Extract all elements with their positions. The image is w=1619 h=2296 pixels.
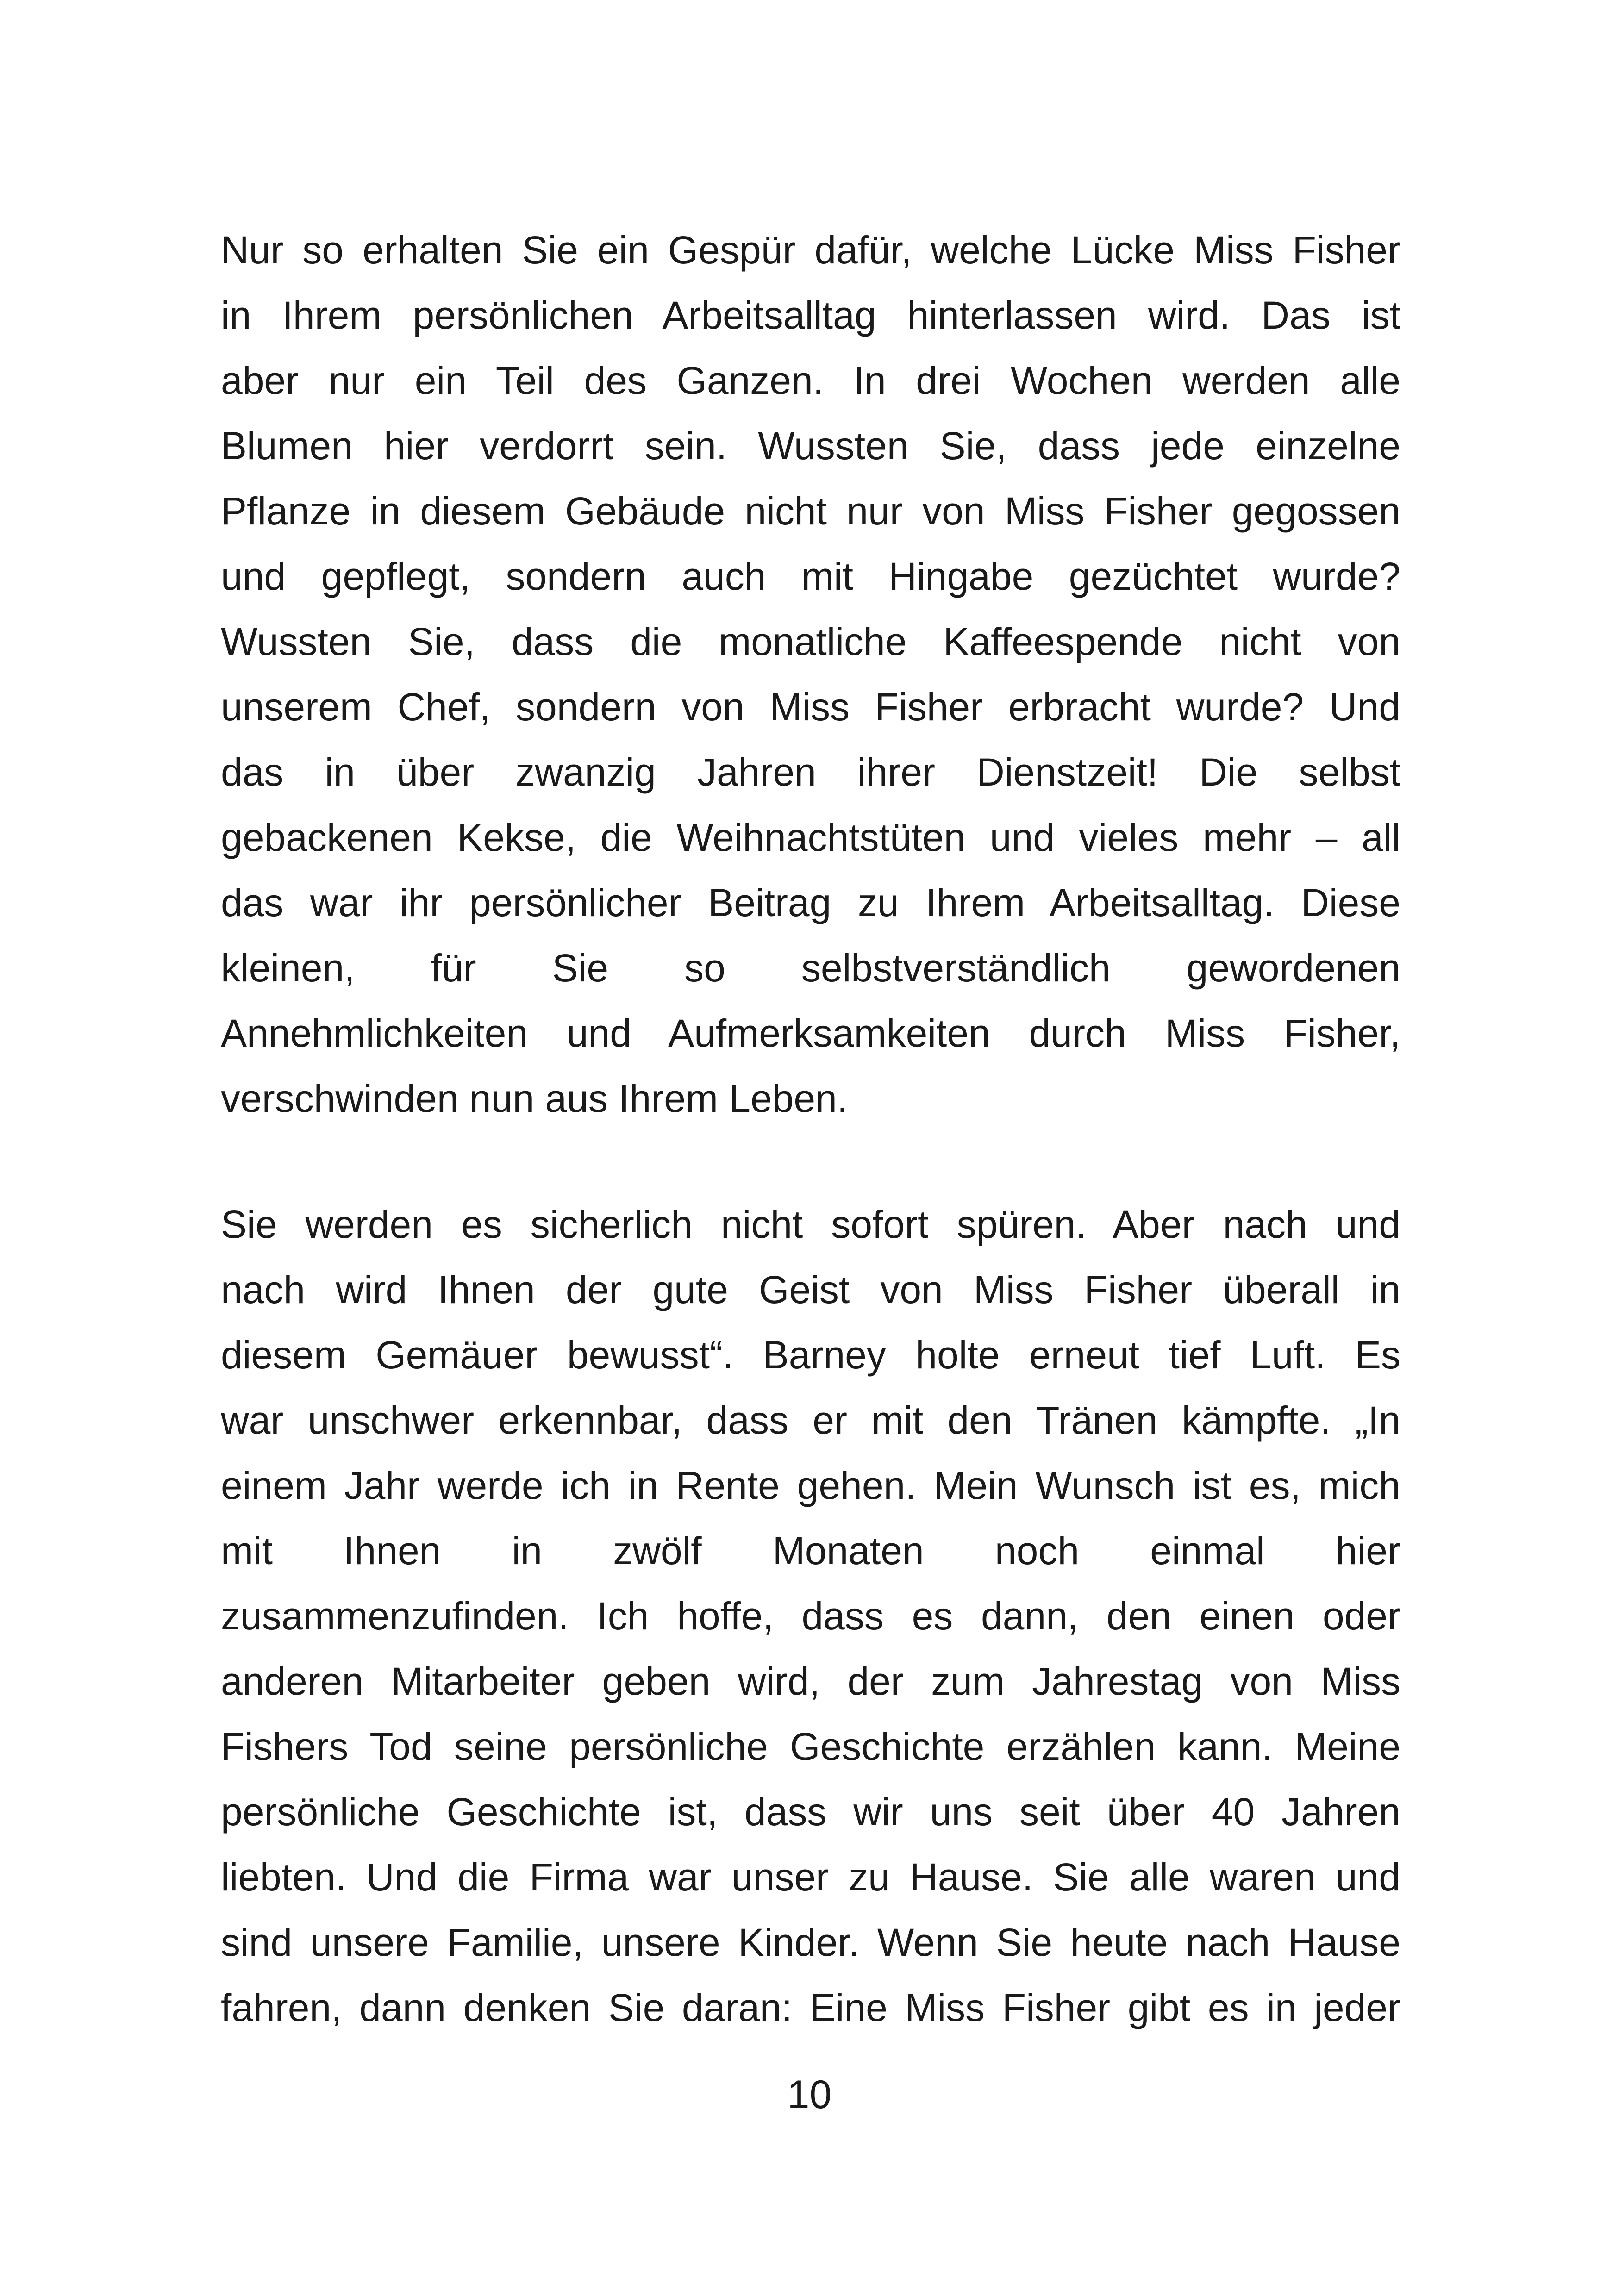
- text-line: Annehmlichkeiten und Aufmerksamkeiten durch Miss Fisher,: [221, 1011, 1400, 1055]
- text-line: einem Jahr werde ich in Rente gehen. Mein Wunsch ist es, mich: [221, 1464, 1400, 1507]
- text-line: Sie werden es sicherlich nicht sofort spüren. Aber nach und: [221, 1203, 1400, 1246]
- text-line: Blumen hier verdorrt sein. Wussten Sie, dass jede einzelne: [221, 424, 1400, 468]
- text-line: unserem Chef, sondern von Miss Fisher erbracht wurde? Und: [221, 685, 1400, 729]
- text-line: Wussten Sie, dass die monatliche Kaffeespende nicht von: [221, 620, 1400, 663]
- paragraph-1: [221, 218, 1400, 1131]
- text-line: Pflanze in diesem Gebäude nicht nur von Miss Fisher gegossen: [221, 489, 1400, 533]
- paragraph-2: [221, 1192, 1400, 2040]
- text-line: sind unsere Familie, unsere Kinder. Wenn Sie heute nach Hause: [221, 1921, 1400, 1964]
- text-line: Fishers Tod seine persönliche Geschichte erzählen kann. Meine: [221, 1725, 1400, 1768]
- text-line: das war ihr persönlicher Beitrag zu Ihrem Arbeitsalltag. Diese: [221, 881, 1400, 924]
- text-line: kleinen, für Sie so selbstverständlich gewordenen: [221, 946, 1400, 990]
- text-line: Nur so erhalten Sie ein Gespür dafür, welche Lücke Miss Fisher: [221, 228, 1400, 272]
- text-line: anderen Mitarbeiter geben wird, der zum Jahrestag von Miss: [221, 1660, 1400, 1703]
- text-line: und gepflegt, sondern auch mit Hingabe gezüchtet wurde?: [221, 555, 1400, 598]
- text-line: das in über zwanzig Jahren ihrer Dienstzeit! Die selbst: [221, 750, 1400, 794]
- text-line: aber nur ein Teil des Ganzen. In drei Wochen werden alle: [221, 359, 1400, 402]
- text-line: diesem Gemäuer bewusst“. Barney holte erneut tief Luft. Es: [221, 1333, 1400, 1377]
- text-line: in Ihrem persönlichen Arbeitsalltag hinterlassen wird. Das ist: [221, 293, 1400, 337]
- text-line: persönliche Geschichte ist, dass wir uns seit über 40 Jahren: [221, 1790, 1400, 1834]
- text-line: nach wird Ihnen der gute Geist von Miss Fisher überall in: [221, 1268, 1400, 1311]
- text-line: verschwinden nun aus Ihrem Leben.: [221, 1077, 848, 1120]
- page-number: 10: [787, 2072, 832, 2117]
- text-line: fahren, dann denken Sie daran: Eine Miss Fisher gibt es in jeder: [221, 1986, 1400, 2029]
- text-line: zusammenzufinden. Ich hoffe, dass es dann, den einen oder: [221, 1594, 1400, 1638]
- text-line: mit Ihnen in zwölf Monaten noch einmal hier: [221, 1529, 1400, 1572]
- text-line: gebackenen Kekse, die Weihnachtstüten und vieles mehr – all: [221, 816, 1400, 859]
- text-line: war unschwer erkennbar, dass er mit den Tränen kämpfte. „In: [221, 1398, 1400, 1442]
- text-line: liebten. Und die Firma war unser zu Hause. Sie alle waren und: [221, 1855, 1400, 1899]
